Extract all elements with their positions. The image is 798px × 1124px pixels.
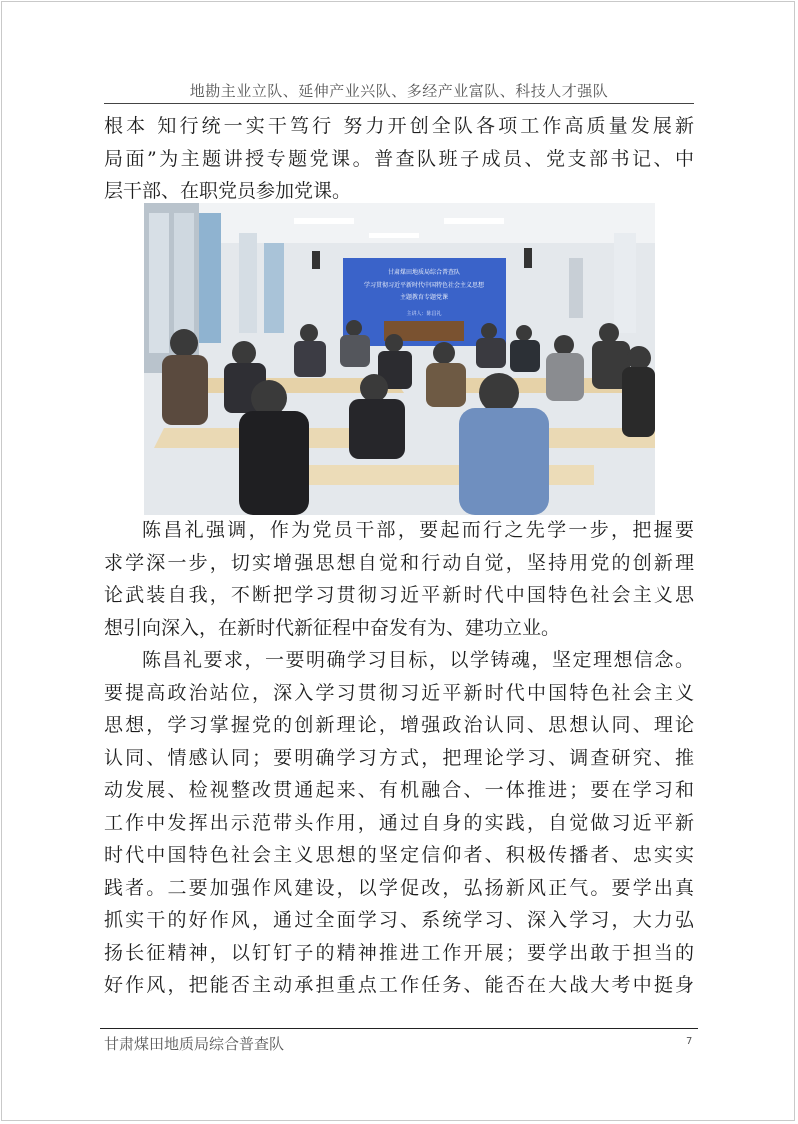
- text-line: 时代中国特色社会主义思想的坚定信仰者、积极传播者、忠实实: [104, 844, 694, 866]
- footer-rule: [100, 1028, 698, 1029]
- text-line: 工作中发挥出示范带头作用，通过自身的实践，自觉做习近平新: [104, 811, 694, 834]
- text-line: 想引向深入，在新时代新征程中奋发有为、建功立业。: [104, 616, 561, 639]
- header-rule: [104, 103, 694, 104]
- screen-line-1: 甘肃煤田地质局综合普查队: [387, 269, 461, 276]
- footer-org: 甘肃煤田地质局综合普查队: [104, 1035, 285, 1053]
- text-line: 好作风，把能否主动承担重点工作任务、能否在大战大考中挺身: [104, 974, 694, 996]
- text-line: 动发展、检视整改贯通起来、有机融合、一体推进；要在学习和: [104, 779, 694, 801]
- text-line: 局面”为主题讲授专题党课。普查队班子成员、党支部书记、中: [104, 147, 694, 170]
- screen-line-2: 学习贯彻习近平新时代中国特色社会主义思想: [363, 282, 485, 289]
- text-line: 认同、情感认同；要明确学习方式，把理论学习、调查研究、推: [104, 746, 694, 769]
- text-line: 陈昌礼要求，一要明确学习目标，以学铸魂，坚定理想信念。: [142, 649, 694, 671]
- text-line: 要提高政治站位，深入学习贯彻习近平新时代中国特色社会主义: [104, 681, 694, 704]
- text-line: 层干部、在职党员参加党课。: [104, 180, 352, 202]
- page-number: 7: [686, 1036, 693, 1047]
- text-line: 求学深一步，切实增强思想自觉和行动自觉，坚持用党的创新理: [104, 551, 694, 574]
- text-line: 抓实干的好作风，通过全面学习、系统学习、深入学习，大力弘: [104, 909, 694, 931]
- meeting-photo: [144, 203, 655, 515]
- text-line: 陈昌礼强调，作为党员干部，要起而行之先学一步，把握要: [142, 519, 694, 541]
- text-line: 思想，学习掌握党的创新理论，增强政治认同、思想认同、理论: [104, 714, 694, 736]
- text-line: 论武装自我，不断把学习贯彻习近平新时代中国特色社会主义思: [104, 584, 694, 606]
- screen-line-3: 主题教育专题党课: [399, 294, 449, 301]
- text-line: 践者。二要加强作风建设，以学促改，弘扬新风正气。要学出真: [104, 876, 694, 899]
- running-header: 地勘主业立队、延伸产业兴队、多经产业富队、科技人才强队: [189, 82, 609, 100]
- screen-speaker: 主讲人：陈昌礼: [406, 311, 442, 317]
- paragraph-block-2: [104, 514, 694, 1002]
- paragraph-block-1: [104, 110, 694, 208]
- text-line: 根本 知行统一实干笃行 努力开创全队各项工作高质量发展新: [104, 115, 694, 137]
- text-line: 扬长征精神，以钉钉子的精神推进工作开展；要学出敢于担当的: [104, 941, 694, 964]
